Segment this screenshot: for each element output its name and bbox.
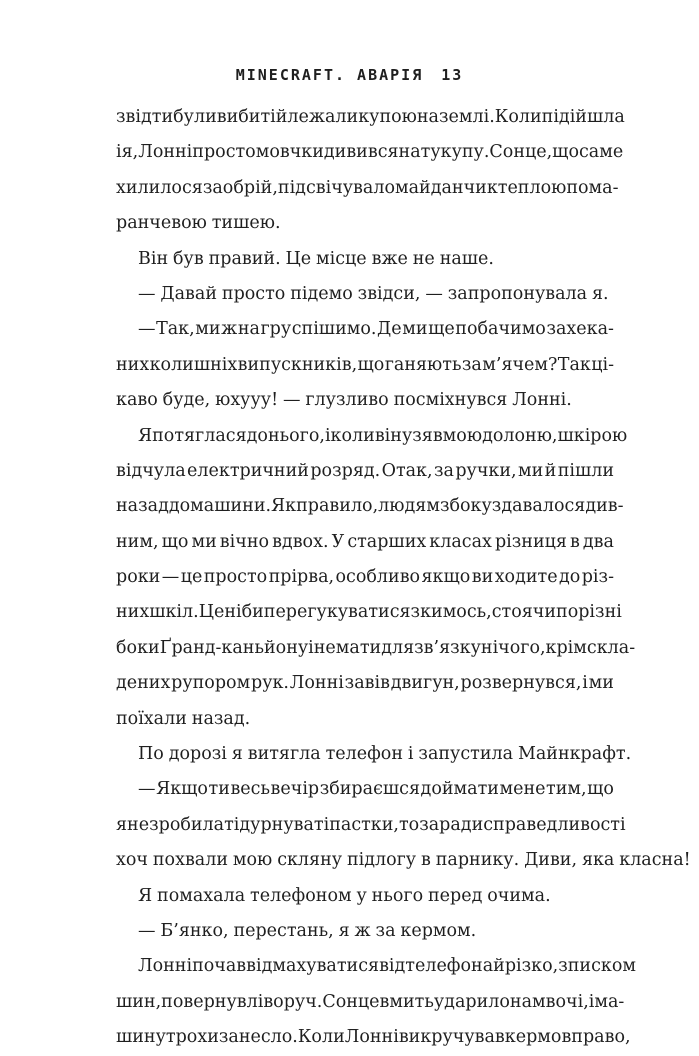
text-line: По дорозі я витягла телефон і запустила Майнкрафт. (138, 744, 632, 765)
text-line: поїхали назад. (116, 708, 251, 729)
text-line: звідти були вибиті й лежали купою на землі. Коли підійшла (116, 107, 625, 127)
text-line: хилилося за обрій, підсвічувало майданчик теплою пома- (116, 177, 619, 198)
text-line: дених рупором рук. Лонні завів двигун, розвернувся, і ми (116, 673, 614, 694)
text-line: — Так, ми ж на гру спішимо. Де ми ще побачимо захека- (138, 319, 614, 340)
text-line: ранчевою тишею. (116, 213, 281, 234)
text-line: шину трохи занесло. Коли Лонні викручував кермо вправо, (116, 1027, 631, 1048)
text-line: ним, що ми вічно вдвох. У старших класах різниця в два (116, 531, 614, 552)
text-line: — Давай просто підемо звідси, — запропонувала я. (138, 283, 609, 304)
text-line: шин, повернув ліворуч. Сонце вмить ударило нам в очі, і ма- (116, 991, 625, 1012)
text-line: Лонні почав відмахуватися від телефона й різко, з писком (138, 956, 636, 977)
text-line: назад до машини. Як правило, людям збоку здавалося див- (116, 496, 624, 517)
text-line: і я, Лонні просто мовчки дивився на ту купу. Сонце, що саме (116, 142, 624, 163)
running-header (0, 66, 699, 84)
text-line: Я помахала телефоном у нього перед очима. (138, 885, 551, 906)
page-number: 13 (441, 66, 464, 84)
body-text (116, 100, 691, 1056)
text-line: я не зробила ті дурнуваті пастки, то заради справедливості (116, 814, 626, 835)
text-line: них колишніх випускників, що ганяють за м’ячем? Так ці- (116, 354, 614, 375)
text-line: них шкіл. Це ніби перегукуватися з кимось, стоячи по різні (116, 602, 622, 623)
text-line: хоч похвали мою скляну підлогу в парнику. Диви, яка класна! (116, 850, 691, 871)
text-line: Він був правий. Це місце вже не наше. (138, 248, 494, 269)
text-line: роки — це просто прірва, особливо якщо ви ходите до різ- (116, 567, 614, 588)
text-line: — Якщо ти весь вечір збираєшся доймати мене тим, що (138, 779, 614, 800)
text-line: Я потяглася до нього, і коли він узяв мою долоню, шкірою (138, 425, 628, 446)
text-line: відчула електричний розряд. Отак, за ручки, ми й пішли (116, 460, 614, 481)
text-line: боки Ґранд-каньйону і не мати для зв’язку нічого, крім скла- (116, 637, 636, 658)
text-line: — Б’янко, перестань, я ж за кермом. (138, 920, 477, 941)
text-line: каво буде, юхууу! — глузливо посміхнувся Лонні. (116, 390, 572, 411)
book-title: MINECRAFT. АВАРІЯ (235, 66, 424, 84)
